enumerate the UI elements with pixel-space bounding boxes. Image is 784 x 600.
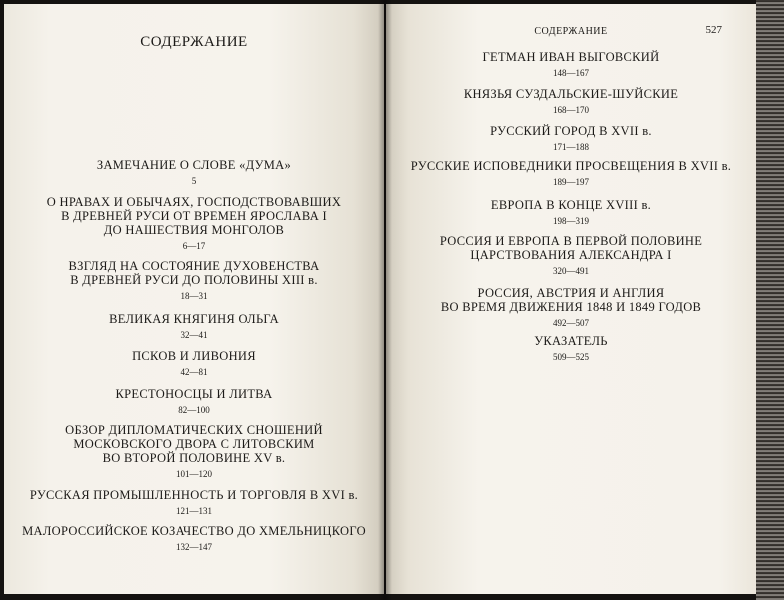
running-head: СОДЕРЖАНИЕ [534, 26, 608, 37]
toc-entry-pages: 171—188 [553, 142, 589, 152]
right-page [386, 4, 756, 594]
toc-entry [4, 387, 384, 415]
toc-entry-pages: 320—491 [553, 266, 589, 276]
toc-entry-pages: 18—31 [180, 291, 208, 301]
toc-entry-title: КНЯЗЬЯ СУЗДАЛЬСКИЕ-ШУЙСКИЕ [463, 87, 679, 101]
toc-entry-title: КРЕСТОНОСЦЫ И ЛИТВА [115, 387, 273, 401]
toc-entry [386, 159, 756, 187]
toc-entry [4, 423, 384, 479]
toc-entry [4, 312, 384, 340]
toc-entry-title: О НРАВАХ И ОБЫЧАЯХ, ГОСПОДСТВОВАВШИХ В ДРЕВНЕЙ РУСИ ОТ ВРЕМЕН ЯРОСЛАВА I ДО НАШЕСТВИЯ МОНГОЛОВ [46, 195, 342, 237]
toc-entry-pages: 6—17 [182, 241, 206, 251]
toc-entry [386, 87, 756, 115]
toc-entry-title: РУССКАЯ ПРОМЫШЛЕННОСТЬ И ТОРГОВЛЯ В XVI в. [29, 488, 359, 502]
toc-entry-title: ГЕТМАН ИВАН ВЫГОВСКИЙ [482, 50, 660, 64]
toc-entry-title: ЕВРОПА В КОНЦЕ XVIII в. [490, 198, 652, 212]
toc-entry [4, 349, 384, 377]
toc-entry [386, 50, 756, 78]
toc-entry [4, 524, 384, 552]
toc-entry-pages: 189—197 [553, 177, 589, 187]
toc-entry [4, 195, 384, 251]
toc-entry-title: ВЗГЛЯД НА СОСТОЯНИЕ ДУХОВЕНСТВА В ДРЕВНЕЙ РУСИ ДО ПОЛОВИНЫ XIII в. [68, 259, 320, 287]
toc-entry-title: РУССКИЕ ИСПОВЕДНИКИ ПРОСВЕЩЕНИЯ В XVII в. [410, 159, 732, 173]
toc-entry-title: РУССКИЙ ГОРОД В XVII в. [490, 124, 652, 138]
toc-entry [4, 158, 384, 186]
toc-entry-pages: 132—147 [176, 542, 212, 552]
toc-entry-title: РОССИЯ И ЕВРОПА В ПЕРВОЙ ПОЛОВИНЕ ЦАРСТВОВАНИЯ АЛЕКСАНДРА I [439, 234, 703, 262]
toc-entry-pages: 148—167 [553, 68, 589, 78]
page-number: 527 [705, 24, 722, 36]
toc-entry-title: ПСКОВ И ЛИВОНИЯ [132, 349, 256, 363]
toc-entry [386, 334, 756, 362]
toc-entry-pages: 42—81 [180, 367, 208, 377]
book-gutter [378, 0, 392, 600]
toc-entry [386, 234, 756, 276]
toc-entry [386, 198, 756, 226]
toc-entry [386, 286, 756, 328]
toc-entry-pages: 5 [191, 176, 197, 186]
left-page [4, 4, 384, 594]
toc-entry-title: УКАЗАТЕЛЬ [534, 334, 608, 348]
toc-entry-pages: 32—41 [180, 330, 208, 340]
toc-entry-title: ЗАМЕЧАНИЕ О СЛОВЕ «ДУМА» [96, 158, 292, 172]
toc-entry [4, 488, 384, 516]
toc-entry [386, 124, 756, 152]
toc-entry-title: ВЕЛИКАЯ КНЯГИНЯ ОЛЬГА [109, 312, 279, 326]
toc-entry-pages: 509—525 [553, 352, 589, 362]
page-edges [756, 0, 784, 600]
toc-entry-pages: 492—507 [553, 318, 589, 328]
toc-entry-pages: 121—131 [176, 506, 212, 516]
toc-entry-pages: 168—170 [553, 105, 589, 115]
toc-entry-pages: 101—120 [176, 469, 212, 479]
toc-entry-title: МАЛОРОССИЙСКОЕ КОЗАЧЕСТВО ДО ХМЕЛЬНИЦКОГО [22, 524, 366, 538]
toc-entry-pages: 82—100 [178, 405, 210, 415]
toc-entry-pages: 198—319 [553, 216, 589, 226]
toc-entry-title: ОБЗОР ДИПЛОМАТИЧЕСКИХ СНОШЕНИЙ МОСКОВСКОГО ДВОРА С ЛИТОВСКИМ ВО ВТОРОЙ ПОЛОВИНЕ XV в. [65, 423, 323, 465]
toc-entry-title: РОССИЯ, АВСТРИЯ И АНГЛИЯ ВО ВРЕМЯ ДВИЖЕНИЯ 1848 И 1849 ГОДОВ [440, 286, 702, 314]
contents-heading: СОДЕРЖАНИЕ [140, 34, 248, 50]
toc-entry [4, 259, 384, 301]
